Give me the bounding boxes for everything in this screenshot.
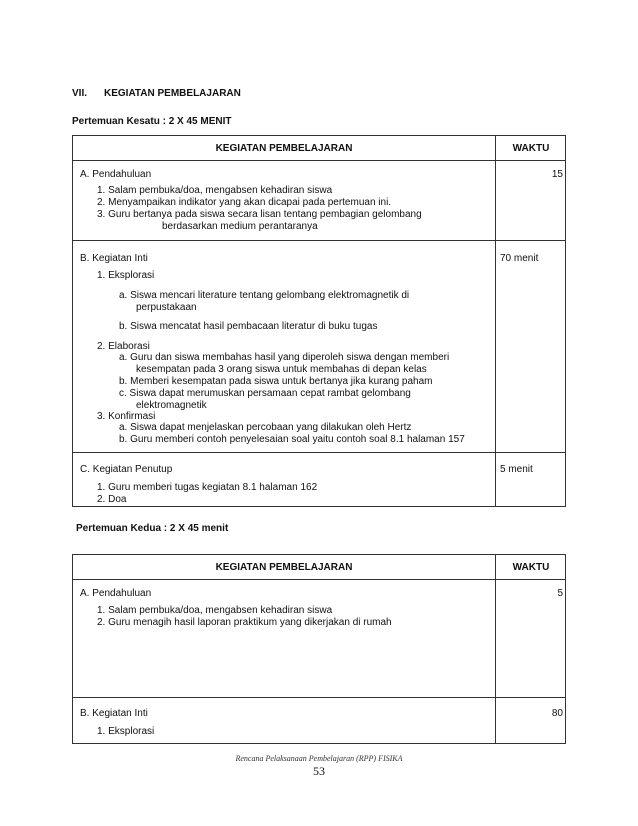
- row-c-time: 5 menit: [500, 464, 533, 475]
- list-item-continuation: kesempatan pada 3 orang siswa untuk membahas di depan kelas: [136, 364, 427, 375]
- row-c-label: C. Kegiatan Penutup: [80, 464, 173, 475]
- subsection-eksplorasi: 1. Eksplorasi: [97, 270, 155, 281]
- row-a-time: 15: [551, 169, 563, 180]
- row-b-time: 70 menit: [500, 253, 539, 264]
- row-a-label: A. Pendahuluan: [80, 169, 152, 180]
- subsection-elaborasi: 2. Elaborasi: [97, 341, 150, 352]
- list-item: 1. Salam pembuka/doa, mengabsen kehadiran siswa: [97, 605, 333, 616]
- list-item: 1. Guru memberi tugas kegiatan 8.1 halaman 162: [97, 482, 318, 493]
- list-item: c. Siswa dapat merumuskan persamaan cepat rambat gelombang: [119, 388, 411, 399]
- list-item: b. Memberi kesempatan pada siswa untuk bertanya jika kurang paham: [119, 376, 433, 387]
- column-divider: [495, 136, 496, 506]
- header-activity: KEGIATAN PEMBELAJARAN: [215, 143, 353, 154]
- column-divider: [495, 555, 496, 743]
- row-b-label: B. Kegiatan Inti: [80, 253, 148, 264]
- subsection-konfirmasi: 3. Konfirmasi: [97, 411, 156, 422]
- header-time: WAKTU: [512, 143, 550, 154]
- list-item: a. Guru dan siswa membahas hasil yang diperoleh siswa dengan memberi: [119, 352, 450, 363]
- meeting1-title: Pertemuan Kesatu : 2 X 45 MENIT: [72, 116, 232, 127]
- list-item: 2. Menyampaikan indikator yang akan dicapai pada pertemuan ini.: [97, 197, 392, 208]
- list-item: 1. Salam pembuka/doa, mengabsen kehadiran siswa: [97, 185, 333, 196]
- header-activity: KEGIATAN PEMBELAJARAN: [215, 562, 353, 573]
- row-divider: [73, 579, 565, 580]
- list-item-continuation: berdasarkan medium perantaranya: [162, 221, 318, 232]
- row-b-time: 80: [551, 708, 563, 719]
- list-item-continuation: elektromagnetik: [136, 400, 207, 411]
- section-number: VII.: [72, 88, 88, 99]
- list-item: a. Siswa mencari literature tentang gelombang elektromagnetik di: [119, 290, 410, 301]
- row-divider: [73, 452, 565, 453]
- row-a-time: 5: [557, 588, 563, 599]
- list-item: a. Siswa dapat menjelaskan percobaan yang dilakukan oleh Hertz: [119, 422, 412, 433]
- meeting2-title: Pertemuan Kedua : 2 X 45 menit: [76, 523, 229, 534]
- list-item: 2. Guru menagih hasil laporan praktikum yang dikerjakan di rumah: [97, 617, 392, 628]
- list-item: 2. Doa: [97, 494, 127, 505]
- row-divider: [73, 240, 565, 241]
- list-item: b. Guru memberi contoh penyelesaian soal yaitu contoh soal 8.1 halaman 157: [119, 434, 465, 445]
- row-a-label: A. Pendahuluan: [80, 588, 152, 599]
- section-title: KEGIATAN PEMBELAJARAN: [104, 88, 241, 99]
- meeting2-table: [72, 554, 566, 744]
- list-item: b. Siswa mencatat hasil pembacaan literatur di buku tugas: [119, 321, 378, 332]
- list-item-continuation: perpustakaan: [136, 302, 197, 313]
- row-divider: [73, 697, 565, 698]
- list-item: 3. Guru bertanya pada siswa secara lisan tentang pembagian gelombang: [97, 209, 422, 220]
- header-time: WAKTU: [512, 562, 550, 573]
- meeting1-table: [72, 135, 566, 507]
- subsection-eksplorasi: 1. Eksplorasi: [97, 726, 155, 737]
- row-divider: [73, 160, 565, 161]
- row-b-label: B. Kegiatan Inti: [80, 708, 148, 719]
- page-number: 53: [313, 764, 325, 778]
- footer-doc-title: Rencana Pelaksanaan Pembelajaran (RPP) FISIKA: [235, 754, 403, 763]
